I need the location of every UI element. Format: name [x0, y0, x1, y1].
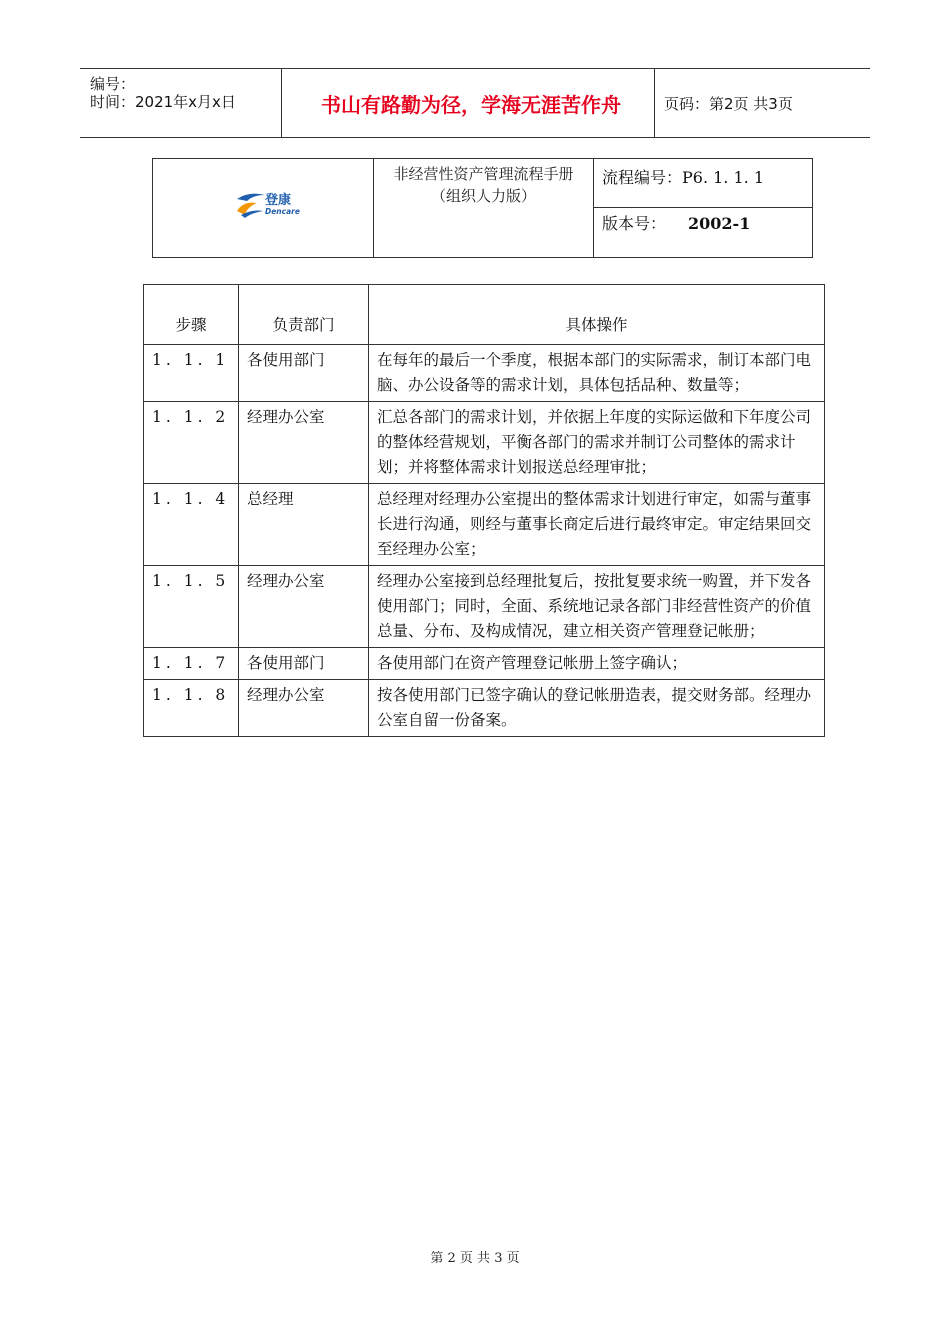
flow-number: 流程编号：P6. 1. 1. 1 — [602, 168, 765, 187]
header-department: 负责部门 — [239, 285, 369, 345]
table-header-row — [144, 285, 825, 345]
page-indicator: 页码：第2页 共3页 — [664, 94, 793, 113]
divider — [593, 207, 813, 208]
page-footer: 第 2 页 共 3 页 — [430, 1251, 520, 1266]
version-label: 版本号： — [602, 214, 667, 233]
header-step: 步骤 — [144, 285, 239, 345]
responsible-department: 经理办公室 — [239, 680, 369, 737]
dencare-logo-icon — [235, 189, 305, 219]
table-row — [144, 680, 825, 737]
top-header-band — [80, 68, 870, 138]
manual-title-line1: 非经营性资产管理流程手册 — [393, 165, 574, 183]
operation-description: 总经理对经理办公室提出的整体需求计划进行审定，如需与董事长进行沟通，则经与董事长商定后进行最终审定。审定结果回交至经理办公室； — [369, 484, 825, 566]
step-number: 1. 1. 1 — [144, 345, 239, 402]
divider — [281, 69, 282, 137]
operation-description: 在每年的最后一个季度，根据本部门的实际需求，制订本部门电脑、办公设备等的需求计划，具体包括品种、数量等； — [369, 345, 825, 402]
manual-title-line2: （组织人力版） — [430, 187, 536, 205]
manual-title — [374, 163, 593, 207]
table-row — [144, 566, 825, 648]
responsible-department: 总经理 — [239, 484, 369, 566]
step-number: 1. 1. 4 — [144, 484, 239, 566]
step-number: 1. 1. 5 — [144, 566, 239, 648]
svg-text:Dencare: Dencare — [265, 207, 300, 216]
operation-description: 各使用部门在资产管理登记帐册上签字确认； — [369, 648, 825, 680]
manual-header-box — [152, 158, 813, 258]
table-row — [144, 345, 825, 402]
header-operation: 具体操作 — [369, 285, 825, 345]
responsible-department: 经理办公室 — [239, 566, 369, 648]
step-number: 1. 1. 8 — [144, 680, 239, 737]
slogan: 书山有路勤为径，学海无涯苦作舟 — [321, 92, 621, 117]
responsible-department: 各使用部门 — [239, 345, 369, 402]
operation-description: 经理办公室接到总经理批复后，按批复要求统一购置，并下发各使用部门；同时，全面、系统地记录各部门非经营性资产的价值总量、分布、及构成情况，建立相关资产管理登记帐册； — [369, 566, 825, 648]
table-row — [144, 402, 825, 484]
procedure-table — [143, 284, 825, 737]
document-number-label: 编号： — [90, 75, 136, 93]
step-number: 1. 1. 2 — [144, 402, 239, 484]
divider — [593, 159, 594, 257]
operation-description: 按各使用部门已签字确认的登记帐册造表，提交财务部。经理办公室自留一份备案。 — [369, 680, 825, 737]
responsible-department: 经理办公室 — [239, 402, 369, 484]
version-value: 2002-1 — [688, 214, 751, 233]
responsible-department: 各使用部门 — [239, 648, 369, 680]
step-number: 1. 1. 7 — [144, 648, 239, 680]
version-info — [602, 211, 750, 234]
table-row — [144, 648, 825, 680]
table-row — [144, 484, 825, 566]
svg-text:登康: 登康 — [265, 193, 292, 208]
document-time-label: 时间：2021年x月x日 — [90, 93, 236, 111]
company-logo — [235, 189, 305, 219]
divider — [654, 69, 655, 137]
operation-description: 汇总各部门的需求计划，并依据上年度的实际运做和下年度公司的整体经营规划，平衡各部门的需求并制订公司整体的需求计划；并将整体需求计划报送总经理审批； — [369, 402, 825, 484]
